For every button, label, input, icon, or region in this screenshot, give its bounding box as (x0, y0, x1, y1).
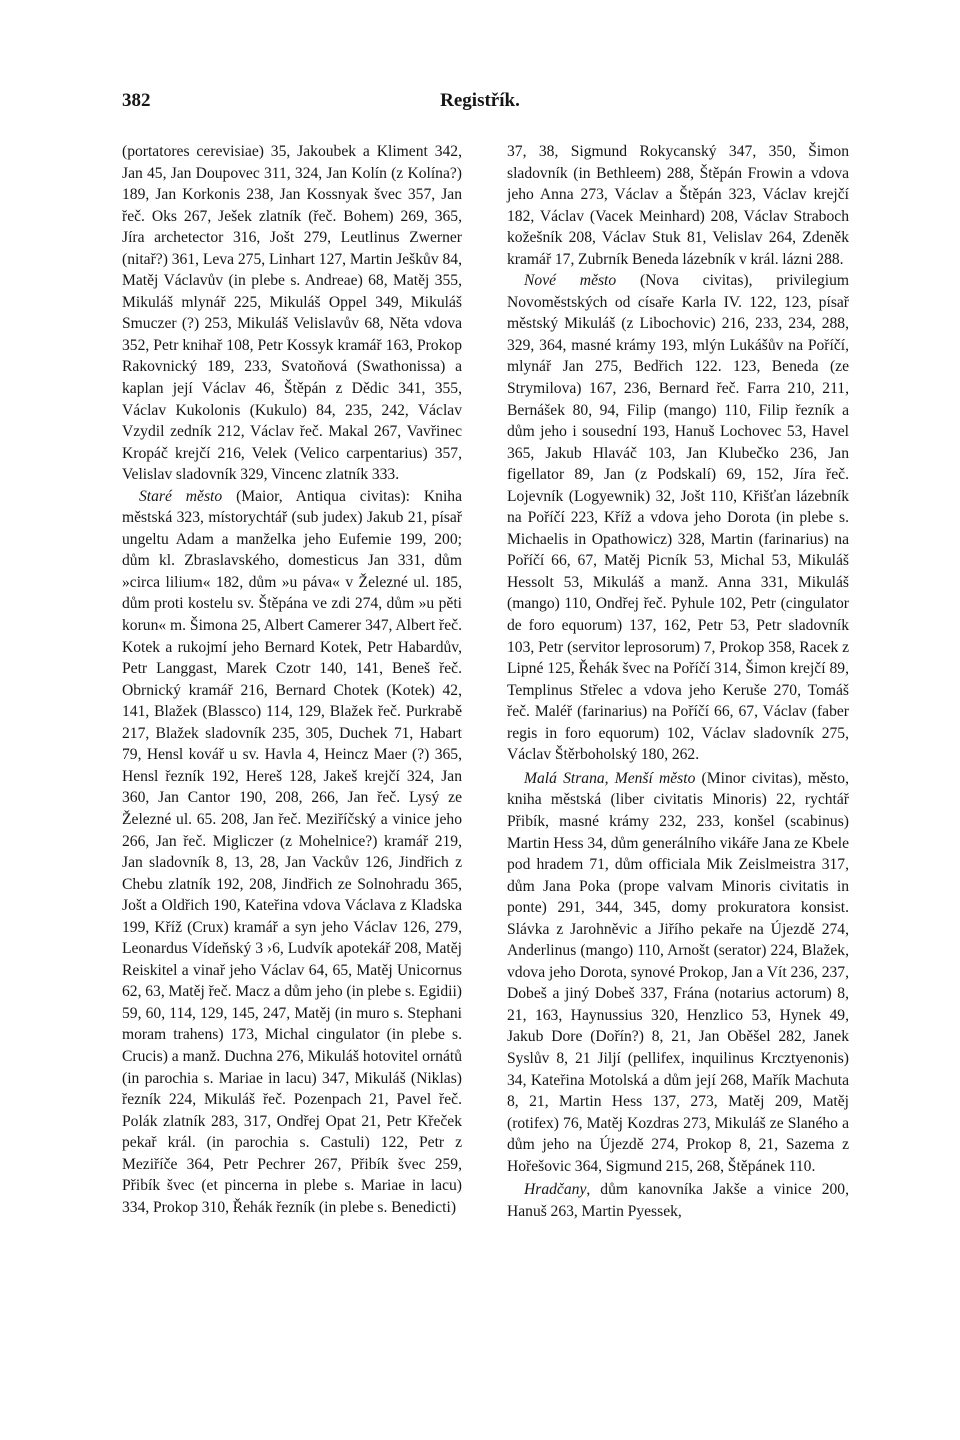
entry-text: , dům kanovníka Jakše a vinice 200, Hanuš 263, Martin Pyessek, (507, 1181, 849, 1220)
entry-text: (Minor civitas), město, kniha městská (liber civitatis Minoris) 22, rychtář Přibík, masné krámy 232, 233, konšel (scabinus) Martin Hess 34, dům generálního vikáře Jana ze Kbele pod hradem 71, dům officiala Mik Zeislmeistra 317, dům Jana Poka (prope valvam Minoris civitatis in ponte) 291, 344, 345, domy prokuratora konsist. Slávka z Jarohněvic a Jiřího pekaře na Újezdě 274, Anderlinus (mango) 110, Arnošt (serator) 224, Blažek, vdova jeho Dorota, synové Prokop, Jan a Vít 236, 237, Dobeš a jiný Dobeš 337, Frána (notarius actorum) 8, 21, 163, Haynussius 320, Henzlico 53, Hynek 49, Jakub Dore (Dořín?) 8, 21, Jan Oběšel 282, Janek Syslův 8, 21 Jiljí (pellifex, inquilinus Krcztyenonis) 34, Kateřina Motolská a dům její 268, Mařík Machuta 8, 21, Martin Hess 137, 273, Matěj 209, Matěj (rotifex) 76, Matěj Kozdras 273, Mikuláš ze Slaného a dům jeho na Újezdě 274, Prokop 8, 21, Sazema z Hořešovic 364, Sigmund 215, 268, Štěpánek 110. (507, 769, 849, 1175)
entry-text: (portatores cerevisiae) 35, Jakoubek a Kliment 342, Jan 45, Jan Doupovec 311, 324, Jan Kolín (z Kolína?) 189, Jan Korkonis 238, Jan Kossnyak švec 357, Jan řeč. Oks 267, Ješek zlatník (řeč. Bohem) 269, 365, Jíra archetector 316, Jošt 279, Leutlinus Zwerner (nitař?) 361, Leva 275, Linhart 127, Martin Ješkův 84, Matěj Václavův (in plebe s. Andreae) 68, Matěj 355, Mikuláš mlynář 225, Mikuláš Oppel 349, Mikuláš Smuczer (?) 253, Mikuláš Velislavův 68, Něta vdova 352, Petr knihař 108, Petr Kossyk kramář 163, Prokop Rakovnický 189, 233, Svatoňová (Swathonissa) a kaplan její Václav 46, Štěpán z Dědic 341, 355, Václav Kukolonis (Kukulo) 84, 235, 242, Václav Vzydil zedník 212, Václav řeč. Makal 267, Vavřinec Kropáč krejčí 216, Velek (Velico carpentarius) 357, Velislav sladovník 329, Vincenc zlatník 333. (122, 143, 462, 484)
index-entry-continuation (122, 141, 462, 486)
index-entry-stare-mesto (122, 486, 462, 1219)
right-column (507, 141, 849, 1222)
page-header (122, 86, 838, 116)
entry-text: (Maior, Antiqua civitas): Kniha městská 323, místorychtář (sub judex) Jakub 21, písař ungeltu Adam a manželka jeho Eufemie 199, 200; dům kl. Zbraslavského, domesticus Jan 331, dům »circa lilium« 182, dům »u páva« v Železné ul. 185, dům proti kostelu sv. Štěpána ve zdi 274, dům »u pěti korun« m. Šimona 25, Albert Camerer 347, Albert řeč. Kotek a rukojmí jeho Bernard Kotek, Petr Habardův, Petr Langgast, Marek Czotr 140, 141, Beneš řeč. Obrnický kramář 216, Bernard Chotek (Kotek) 42, 141, Blažek (Blassco) 114, 129, Blažek řeč. Purkrabě 217, Blažek sladovník 235, 305, Duchek 71, Habart 79, Hensl kovář u sv. Havla 4, Heincz Maer (?) 365, Hensl řezník 192, Hereš 128, Jakeš krejčí 324, Jan 360, Jan Cantor 190, 208, 266, Jan řeč. Lysý ze Železné ul. 65. 208, Jan řeč. Meziříčský a vinice jeho 266, Jan řeč. Migliczer (z Mohelnice?) kramář 219, Jan sladovník 8, 13, 28, Jan Vackův 126, Jindřich z Chebu zlatník 192, 208, Jindřich ze Solnohradu 365, Jošt a Oldřich 190, Kateřina vdova Václava z Kladska 199, Kříž (Crux) kramář a syn jeho Václav 126, 279, Leonardus Vídeňský 3 ›6, Ludvík apotekář 208, Matěj Reiskitel a vinař jeho Václav 64, 65, Matěj Unicornus 62, 63, Matěj řeč. Macz a dům jeho (in plebe s. Egidii) 59, 60, 114, 129, 145, 247, Matěj (in muro s. Stephani moram trahens) 173, Michal cingulator (in plebe s. Crucis) a manž. Duchna 276, Mikuláš hotovitel ornátů (in parochia s. Mariae in lacu) 347, Mikuláš (Niklas) řezník 224, Mikuláš řeč. Pozenpach 21, Pavel řeč. Polák zlatník 283, 317, Ondřej Opat 21, Petr Křeček pekař král. (in parochia s. Castuli) 122, Petr z Meziříče 364, Petr Pechrer 267, Přibík švec 259, Přibík švec (et pincerna in plebe s. Mariae in lacu) 334, Prokop 310, Řehák řezník (in plebe s. Benedicti) (122, 487, 462, 1216)
index-entry-mala-strana (507, 768, 849, 1177)
entry-heading: Staré město (139, 487, 223, 505)
entry-heading: Malá Strana, Menší město (524, 769, 696, 787)
entry-heading: Nové město (524, 272, 617, 290)
entry-text: 37, 38, Sigmund Rokycanský 347, 350, Šimon sladovník (in Bethleem) 288, Štěpán Frowin a vdova jeho Anna 273, Václav a Štěpán 323, Václav krejčí 182, Václav (Vacek Meinhard) 208, Václav Straboch kožešník 208, Václav Stuk 81, Velislav 264, Zdeněk kramář 17, Zubrník Beneda lázebník v král. lázni 288. (507, 143, 849, 268)
entry-heading: Hradčany (524, 1181, 587, 1199)
running-head: Registřík. (440, 90, 520, 111)
entry-text: (Nova civitas), privilegium Novoměstských od císaře Karla IV. 122, 123, písař městský Mikuláš (z Libochovic) 216, 233, 234, 288, 329, 364, masné krámy 193, mlýn Lukášův na Poříčí, mlynář Jan 275, Bedřich 122. 123, Beneda (ze Strymilova) 167, 236, Bernard řeč. Farra 210, 211, Bernášek 80, 94, Filip (mango) 110, Filip řezník a dům jeho i sousední 193, Hanuš Lochovec 53, Havel 365, Jakub Hlaváč 103, Jan Klubečko 236, Jan figellator 89, Jan (z Podskalí) 69, 152, Jíra řeč. Lojevník (Logyewnik) 32, Jošt 110, Křišťan lázebník na Poříčí 223, Kříž a vdova jeho Dorota (in plebe s. Michaelis in Opathowicz) 328, Martin (farinarius) na Poříčí 66, 67, Matěj Picník 53, Michal 53, Mikuláš Hessolt 53, Mikuláš a manž. Anna 331, Mikuláš (mango) 110, Ondřej řeč. Pyhule 102, Petr (cingulator de foro equorum) 137, 162, Petr 53, Petr sladovník 103, Petr (servitor leprosorum) 7, Prokop 358, Racek z Lipné 125, Řehák švec na Poříčí 314, Šimon krejčí 89, Templinus Střelec a vdova jeho Keruše 270, Tomáš řeč. Maléř (farinarius) na Poříčí 66, 67, Václav (faber regis in foro equorum) 102, Václav sladovník 275, Václav Štěrboholský 180, 262. (507, 272, 849, 764)
index-entry-hradcany (507, 1179, 849, 1222)
index-entry-nove-mesto (507, 270, 849, 766)
left-column (122, 141, 462, 1218)
page-number: 382 (122, 90, 151, 111)
index-entry-continuation (507, 141, 849, 270)
